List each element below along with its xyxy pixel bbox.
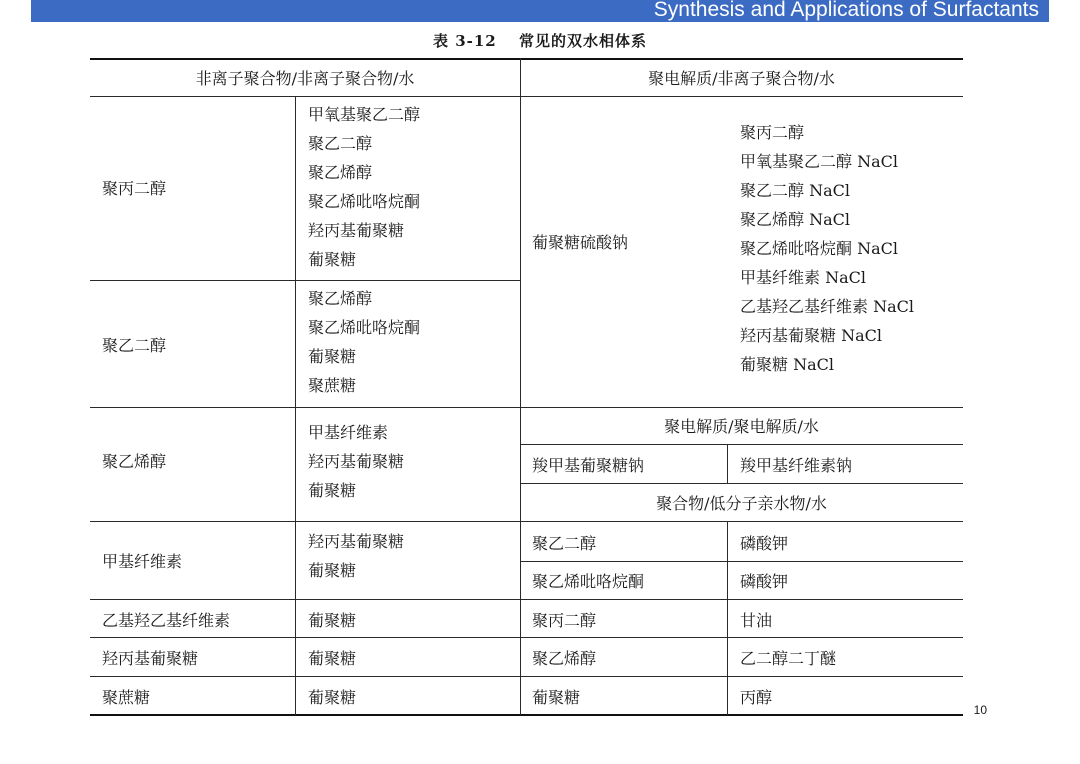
right-block3-row5-col3: 葡聚糖: [532, 688, 581, 707]
top-rule: [90, 58, 963, 60]
page-number: 10: [973, 703, 987, 717]
right-block3-row1-col4: 磷酸钾: [740, 534, 789, 553]
list-item: 聚乙烯吡咯烷酮 NaCl: [740, 239, 898, 258]
list-item: 甲氧基聚乙二醇 NaCl: [740, 152, 898, 171]
row-rule: [90, 280, 520, 281]
row-rule: [520, 521, 963, 522]
row1-col2-list: [308, 100, 420, 274]
table-caption: [0, 30, 1080, 51]
list-item: 羟丙基葡聚糖: [308, 532, 405, 551]
left-section-header: 非离子聚合物/非离子聚合物/水: [195, 69, 415, 88]
list-item: 葡聚糖: [308, 347, 357, 366]
list-item: 羟丙基葡聚糖: [308, 221, 405, 240]
list-item: 乙基羟乙基纤维素 NaCl: [740, 297, 914, 316]
right-block2-col3: 羧甲基葡聚糖钠: [532, 456, 645, 475]
bottom-rule: [90, 714, 963, 716]
row5-col1: 乙基羟乙基纤维素: [102, 611, 231, 630]
table-number: 表 3-12: [432, 32, 497, 50]
right-block1-col4-list: [740, 118, 914, 379]
row4-col2-list: [308, 527, 404, 585]
row3-col1: 聚乙烯醇: [102, 452, 167, 471]
row-rule: [90, 599, 963, 600]
list-item: 甲基纤维素: [308, 423, 389, 442]
list-item: 聚乙二醇: [308, 134, 373, 153]
col-divider: [727, 521, 728, 715]
list-item: 葡聚糖: [308, 250, 357, 269]
right-block3-row2-col3: 聚乙烯吡咯烷酮: [532, 572, 645, 591]
list-item: 葡聚糖 NaCl: [740, 355, 834, 374]
row1-col1: 聚丙二醇: [102, 179, 167, 198]
header-rule: [90, 96, 963, 97]
right-block2-col4: 羧甲基纤维素钠: [740, 456, 853, 475]
right-block1-col3: 葡聚糖硫酸钠: [532, 233, 629, 252]
col-divider: [295, 96, 296, 715]
row3-col2-list: [308, 418, 404, 505]
row5-col2: 葡聚糖: [308, 611, 357, 630]
list-item: 葡聚糖: [308, 561, 357, 580]
row6-col2: 葡聚糖: [308, 649, 357, 668]
list-item: 聚乙二醇 NaCl: [740, 181, 850, 200]
row2-col2-list: [308, 284, 420, 400]
row7-col2: 葡聚糖: [308, 688, 357, 707]
list-item: 甲氧基聚乙二醇: [308, 105, 421, 124]
right-block3-row4-col4: 乙二醇二丁醚: [740, 649, 837, 668]
row-rule: [520, 483, 963, 484]
list-item: 聚丙二醇: [740, 123, 805, 142]
row-rule: [90, 637, 963, 638]
row-rule: [520, 444, 963, 445]
list-item: 羟丙基葡聚糖: [308, 452, 405, 471]
list-item: 甲基纤维素 NaCl: [740, 268, 866, 287]
row7-col1: 聚蔗糖: [102, 688, 151, 707]
right-block3-row5-col4: 丙醇: [740, 688, 773, 707]
header-bar: [31, 0, 1049, 22]
right-section-header-2: 聚电解质/聚电解质/水: [664, 417, 819, 436]
right-block3-row2-col4: 磷酸钾: [740, 572, 789, 591]
right-section-header-3: 聚合物/低分子亲水物/水: [656, 494, 827, 513]
col-divider: [520, 58, 521, 715]
table-title: 常见的双水相体系: [518, 32, 647, 50]
list-item: 葡聚糖: [308, 481, 357, 500]
row4-col1: 甲基纤维素: [102, 552, 183, 571]
list-item: 羟丙基葡聚糖 NaCl: [740, 326, 882, 345]
list-item: 聚乙烯吡咯烷酮: [308, 318, 421, 337]
right-block3-row3-col4: 甘油: [740, 611, 773, 630]
right-block3-row4-col3: 聚乙烯醇: [532, 649, 597, 668]
row-rule: [90, 407, 963, 408]
list-item: 聚乙烯醇: [308, 163, 373, 182]
right-block3-row3-col3: 聚丙二醇: [532, 611, 597, 630]
list-item: 聚乙烯吡咯烷酮: [308, 192, 421, 211]
row-rule: [520, 561, 963, 562]
list-item: 聚乙烯醇 NaCl: [740, 210, 850, 229]
row2-col1: 聚乙二醇: [102, 336, 167, 355]
right-section-header-1: 聚电解质/非离子聚合物/水: [648, 69, 835, 88]
row-rule: [90, 676, 963, 677]
col-divider: [727, 444, 728, 483]
right-block3-row1-col3: 聚乙二醇: [532, 534, 597, 553]
header-title: Synthesis and Applications of Surfactants: [653, 0, 1039, 21]
row6-col1: 羟丙基葡聚糖: [102, 649, 199, 668]
list-item: 聚蔗糖: [308, 376, 357, 395]
row-rule: [90, 521, 520, 522]
list-item: 聚乙烯醇: [308, 289, 373, 308]
